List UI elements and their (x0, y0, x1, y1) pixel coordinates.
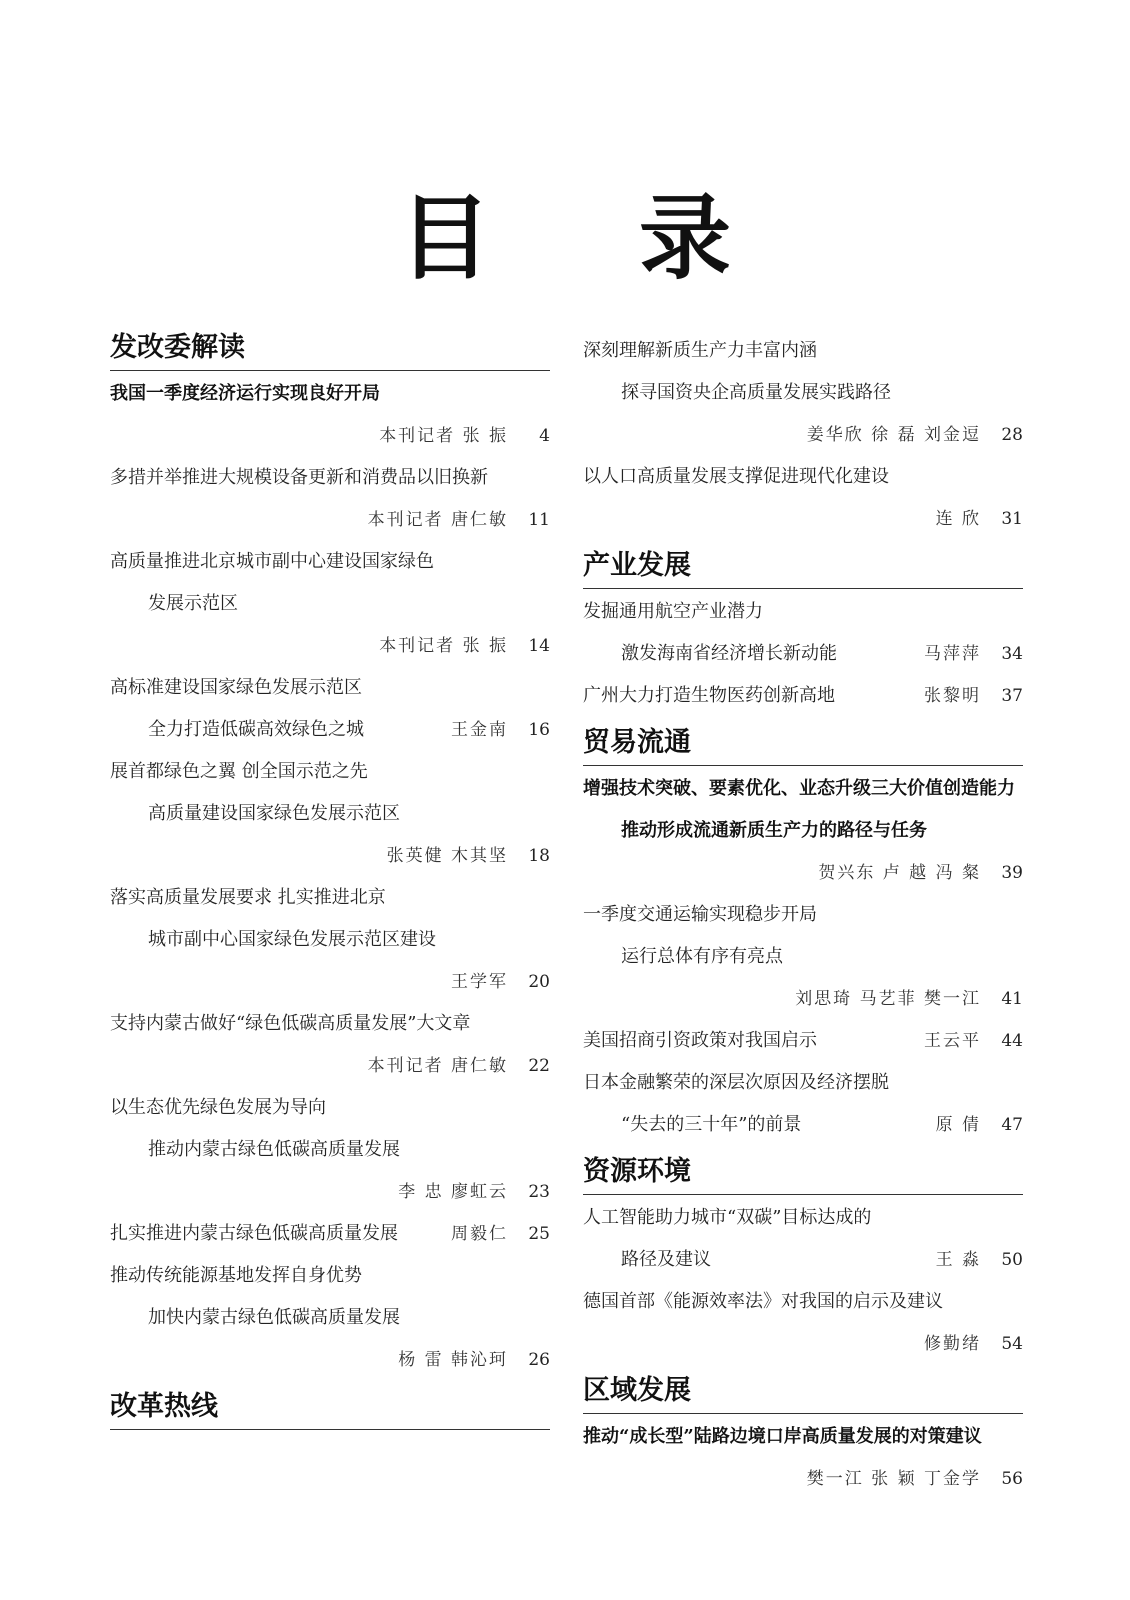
article-title: 探寻国资央企高质量发展实践路径 (621, 382, 891, 403)
toc-entry-line (583, 1197, 1023, 1239)
article-author: 本刊记者 张 振 (379, 636, 508, 656)
article-author: 张英健 木其坚 (386, 846, 508, 866)
page-number: 41 (1001, 989, 1023, 1009)
toc-entry (583, 675, 1023, 717)
article-author: 本刊记者 唐仁敏 (367, 510, 508, 530)
article-title: 发展示范区 (148, 593, 238, 614)
section-heading: 区域发展 (583, 1373, 1023, 1414)
toc-entry (110, 499, 550, 541)
toc-entry-line (110, 583, 550, 625)
article-title: 落实高质量发展要求 扎实推进北京 (110, 887, 386, 908)
toc-entry-line (110, 457, 550, 499)
toc-entry (583, 633, 1023, 675)
section-heading: 资源环境 (583, 1154, 1023, 1195)
toc-entry-line (110, 1297, 550, 1339)
toc-entry (110, 1171, 550, 1213)
page-number: 26 (528, 1350, 550, 1370)
page-number: 44 (1001, 1031, 1023, 1051)
article-title: 扎实推进内蒙古绿色低碳高质量发展 (110, 1223, 398, 1244)
article-author: 李 忠 廖虹云 (398, 1182, 508, 1202)
article-title: 高标准建设国家绿色发展示范区 (110, 677, 362, 698)
toc-entry (583, 1458, 1023, 1500)
page-number: 11 (528, 510, 550, 530)
toc-entry-line (110, 1129, 550, 1171)
article-author: 连 欣 (935, 509, 981, 529)
article-title: 路径及建议 (621, 1249, 711, 1270)
page-number: 39 (1001, 863, 1023, 883)
article-title: 全力打造低碳高效绿色之城 (148, 719, 364, 740)
page-number: 37 (1001, 686, 1023, 706)
article-author: 杨 雷 韩沁珂 (398, 1350, 508, 1370)
toc-entry-line (583, 768, 1023, 810)
toc-entry-line (583, 894, 1023, 936)
toc-entry (110, 709, 550, 751)
toc-entry-line (110, 373, 550, 415)
page-number: 25 (528, 1224, 550, 1244)
article-title: 以人口高质量发展支撑促进现代化建设 (583, 466, 889, 487)
toc-entry (583, 1323, 1023, 1365)
article-author: 王金南 (451, 720, 508, 740)
page-number: 14 (528, 636, 550, 656)
article-title: 加快内蒙古绿色低碳高质量发展 (148, 1307, 400, 1328)
toc-entry-line (110, 919, 550, 961)
page-number: 34 (1001, 644, 1023, 664)
toc-entry-line (583, 372, 1023, 414)
article-author: 姜华欣 徐 磊 刘金逗 (806, 425, 981, 445)
article-title: 日本金融繁荣的深层次原因及经济摆脱 (583, 1072, 889, 1093)
article-author: 贺兴东 卢 越 冯 粲 (818, 863, 981, 883)
toc-entry (583, 1020, 1023, 1062)
article-author: 张黎明 (924, 686, 981, 706)
article-title: 推动传统能源基地发挥自身优势 (110, 1265, 362, 1286)
article-title: 发掘通用航空产业潜力 (583, 601, 763, 622)
toc-entry (110, 835, 550, 877)
toc-entry-line (583, 330, 1023, 372)
article-title: 高质量建设国家绿色发展示范区 (148, 803, 400, 824)
page-number: 18 (528, 846, 550, 866)
page-number: 50 (1001, 1250, 1023, 1270)
article-author: 王 淼 (935, 1250, 981, 1270)
toc-entry-line (110, 751, 550, 793)
toc-entry-line (110, 1003, 550, 1045)
toc-entry-line (583, 456, 1023, 498)
toc-entry-line (110, 1255, 550, 1297)
toc-entry (583, 498, 1023, 540)
toc-column-right (583, 330, 1023, 1500)
article-title: 一季度交通运输实现稳步开局 (583, 904, 817, 925)
toc-entry (110, 1045, 550, 1087)
article-title: 德国首部《能源效率法》对我国的启示及建议 (583, 1291, 943, 1312)
article-title: 多措并举推进大规模设备更新和消费品以旧换新 (110, 467, 488, 488)
toc-entry (583, 1104, 1023, 1146)
page-number: 20 (528, 972, 550, 992)
article-author: 修勤绪 (924, 1334, 981, 1354)
article-title: 激发海南省经济增长新动能 (621, 643, 837, 664)
article-author: 原 倩 (935, 1115, 981, 1135)
section-heading: 发改委解读 (110, 330, 550, 371)
article-title: 我国一季度经济运行实现良好开局 (110, 383, 380, 404)
toc-entry (583, 1239, 1023, 1281)
article-title: “失去的三十年”的前景 (621, 1114, 802, 1135)
toc-entry-line (583, 1281, 1023, 1323)
toc-entry-line (110, 1087, 550, 1129)
page-number: 28 (1001, 425, 1023, 445)
toc-entry-line (583, 1416, 1023, 1458)
toc-entry-line (110, 667, 550, 709)
toc-column-left (110, 330, 550, 1432)
toc-entry-line (110, 877, 550, 919)
toc-entry-line (583, 810, 1023, 852)
article-title: 推动形成流通新质生产力的路径与任务 (621, 820, 927, 841)
page-number: 54 (1001, 1334, 1023, 1354)
article-title: 城市副中心国家绿色发展示范区建设 (148, 929, 436, 950)
article-author: 王学军 (451, 972, 508, 992)
page-number: 47 (1001, 1115, 1023, 1135)
article-title: 深刻理解新质生产力丰富内涵 (583, 340, 817, 361)
page-number: 56 (1001, 1469, 1023, 1489)
page-number: 16 (528, 720, 550, 740)
page-number: 23 (528, 1182, 550, 1202)
section-heading: 改革热线 (110, 1389, 550, 1430)
section-heading: 产业发展 (583, 548, 1023, 589)
toc-entry (110, 415, 550, 457)
article-author: 樊一江 张 颖 丁金学 (806, 1469, 981, 1489)
page-number: 22 (528, 1056, 550, 1076)
toc-entry (110, 961, 550, 1003)
article-title: 支持内蒙古做好“绿色低碳高质量发展”大文章 (110, 1013, 471, 1034)
toc-entry (583, 414, 1023, 456)
toc-entry (110, 625, 550, 667)
article-title: 推动内蒙古绿色低碳高质量发展 (148, 1139, 400, 1160)
page-number: 4 (539, 426, 550, 446)
article-author: 周毅仁 (451, 1224, 508, 1244)
article-title: 增强技术突破、要素优化、业态升级三大价值创造能力 (583, 778, 1015, 799)
article-author: 王云平 (924, 1031, 981, 1051)
toc-entry (110, 1213, 550, 1255)
article-author: 本刊记者 唐仁敏 (367, 1056, 508, 1076)
toc-entry-line (110, 541, 550, 583)
toc-entry (583, 852, 1023, 894)
article-author: 本刊记者 张 振 (379, 426, 508, 446)
article-title: 美国招商引资政策对我国启示 (583, 1030, 817, 1051)
article-title: 广州大力打造生物医药创新高地 (583, 685, 835, 706)
toc-entry (583, 978, 1023, 1020)
article-title: 以生态优先绿色发展为导向 (110, 1097, 326, 1118)
article-title: 运行总体有序有亮点 (621, 946, 783, 967)
toc-entry-line (583, 591, 1023, 633)
article-author: 马萍萍 (924, 644, 981, 664)
article-title: 人工智能助力城市“双碳”目标达成的 (583, 1207, 872, 1228)
page-number: 31 (1001, 509, 1023, 529)
article-title: 展首都绿色之翼 创全国示范之先 (110, 761, 368, 782)
toc-entry (110, 1339, 550, 1381)
toc-entry-line (583, 936, 1023, 978)
toc-entry-line (110, 793, 550, 835)
toc-entry-line (583, 1062, 1023, 1104)
article-title: 推动“成长型”陆路边境口岸高质量发展的对策建议 (583, 1426, 982, 1447)
section-heading: 贸易流通 (583, 725, 1023, 766)
page-title: 目 录 (398, 184, 790, 292)
article-author: 刘思琦 马艺菲 樊一江 (795, 989, 981, 1009)
article-title: 高质量推进北京城市副中心建设国家绿色 (110, 551, 434, 572)
